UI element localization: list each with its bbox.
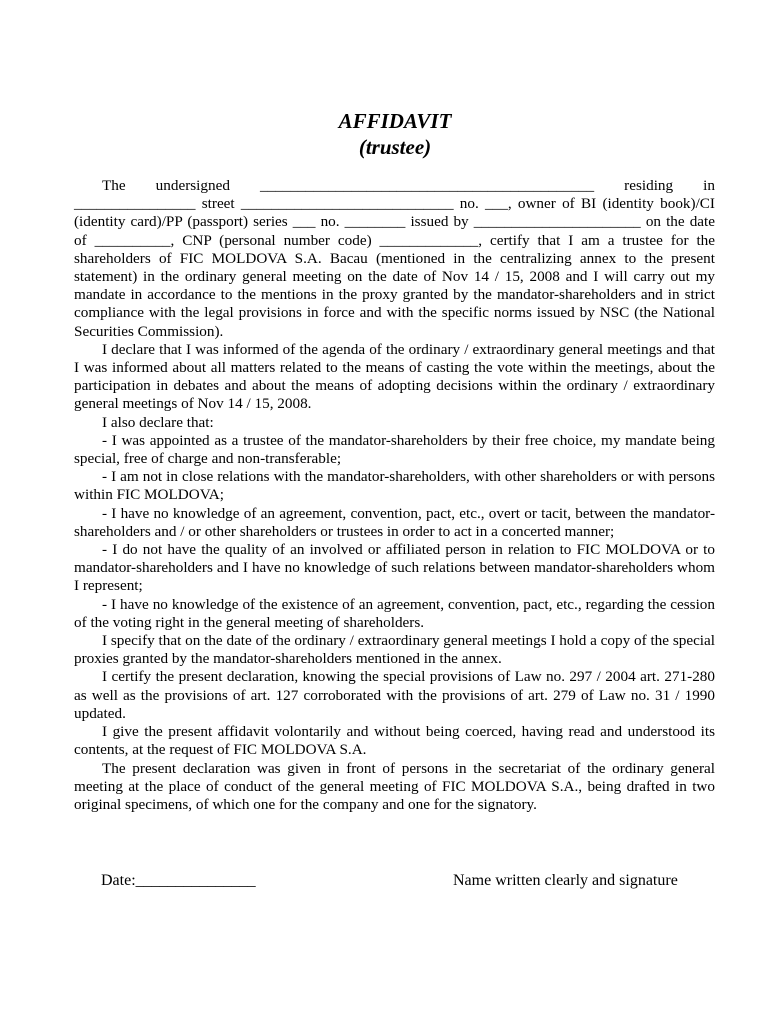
paragraph-proxies: I specify that on the date of the ordinary / extraordinary general meetings I hold a copy of the special proxies granted by the mandator-shareholders mentioned in the annex. [74,632,715,668]
paragraph-agenda: I declare that I was informed of the agenda of the ordinary / extraordinary general meetings and that I was informed about all matters related to the means of casting the vote within the meetings, about the participation in debates and about the means of adopting decisions within the ordinary / extraordinary general meetings of Nov 14 / 15, 2008. [74,340,715,413]
paragraph-law: I certify the present declaration, knowing the special provisions of Law no. 297 / 2004 art. 271-280 as well as the provisions of art. 127 corroborated with the provisions of art. 279 of Law no. 31 / 1990 updated. [74,668,715,722]
signature-line: Name written clearly and signature [453,872,678,889]
title-block [0,108,770,160]
paragraph-also-declare: I also declare that: [102,413,214,431]
paragraph-secretariat: The present declaration was given in front of persons in the secretariat of the ordinary general meeting at the place of conduct of the general meeting of FIC MOLDOVA S.A., being drafted in two original specimens, of which one for the company and one for the signatory. [74,759,715,813]
date-line: Date:_______________ [101,872,256,889]
declaration-item: - I am not in close relations with the mandator-shareholders, with other shareholders or with persons within FIC MOLDOVA; [74,468,715,504]
paragraph-identity: The undersigned ____________________________________________ residing in ________________ street ____________________________ no. ___, owner of BI (identity book)/CI (identity card)/PP (passport) series ___ no. ________ issued by ______________________ on the date of __________, CNP (personal number code) _____________, certify that I am a trustee for the shareholders of FIC MOLDOVA S.A. Bacau (mentioned in the centralizing annex to the present statement) in the ordinary general meeting on the date of Nov 14 / 15, 2008 and I will carry out my mandate in accordance to the mentions in the proxy granted by the mandator-shareholders and in strict compliance with the legal provisions in force and with the specific norms issued by NSC (the National Securities Commission). [74,177,715,340]
document-body [74,177,715,814]
declaration-item: - I was appointed as a trustee of the mandator-shareholders by their free choice, my mandate being special, free of charge and non-transferable; [74,431,715,468]
paragraph-voluntary: I give the present affidavit volontarily and without being coerced, having read and understood its contents, at the request of FIC MOLDOVA S.A. [74,723,715,759]
declaration-item: - I do not have the quality of an involved or affiliated person in relation to FIC MOLDOVA or to mandator-shareholders and I have no knowledge of such relations between mandator-shareholders whom I represent; [74,541,715,595]
declaration-item: - I have no knowledge of the existence of an agreement, convention, pact, etc., regarding the cession of the voting right in the general meeting of shareholders. [74,595,715,631]
document-title: AFFIDAVIT [338,109,452,133]
declaration-item: - I have no knowledge of an agreement, convention, pact, etc., overt or tacit, between the mandator-shareholders and / or other shareholders or trustees in order to act in a concerted manner; [74,504,715,540]
document-subtitle: (trustee) [358,135,432,159]
